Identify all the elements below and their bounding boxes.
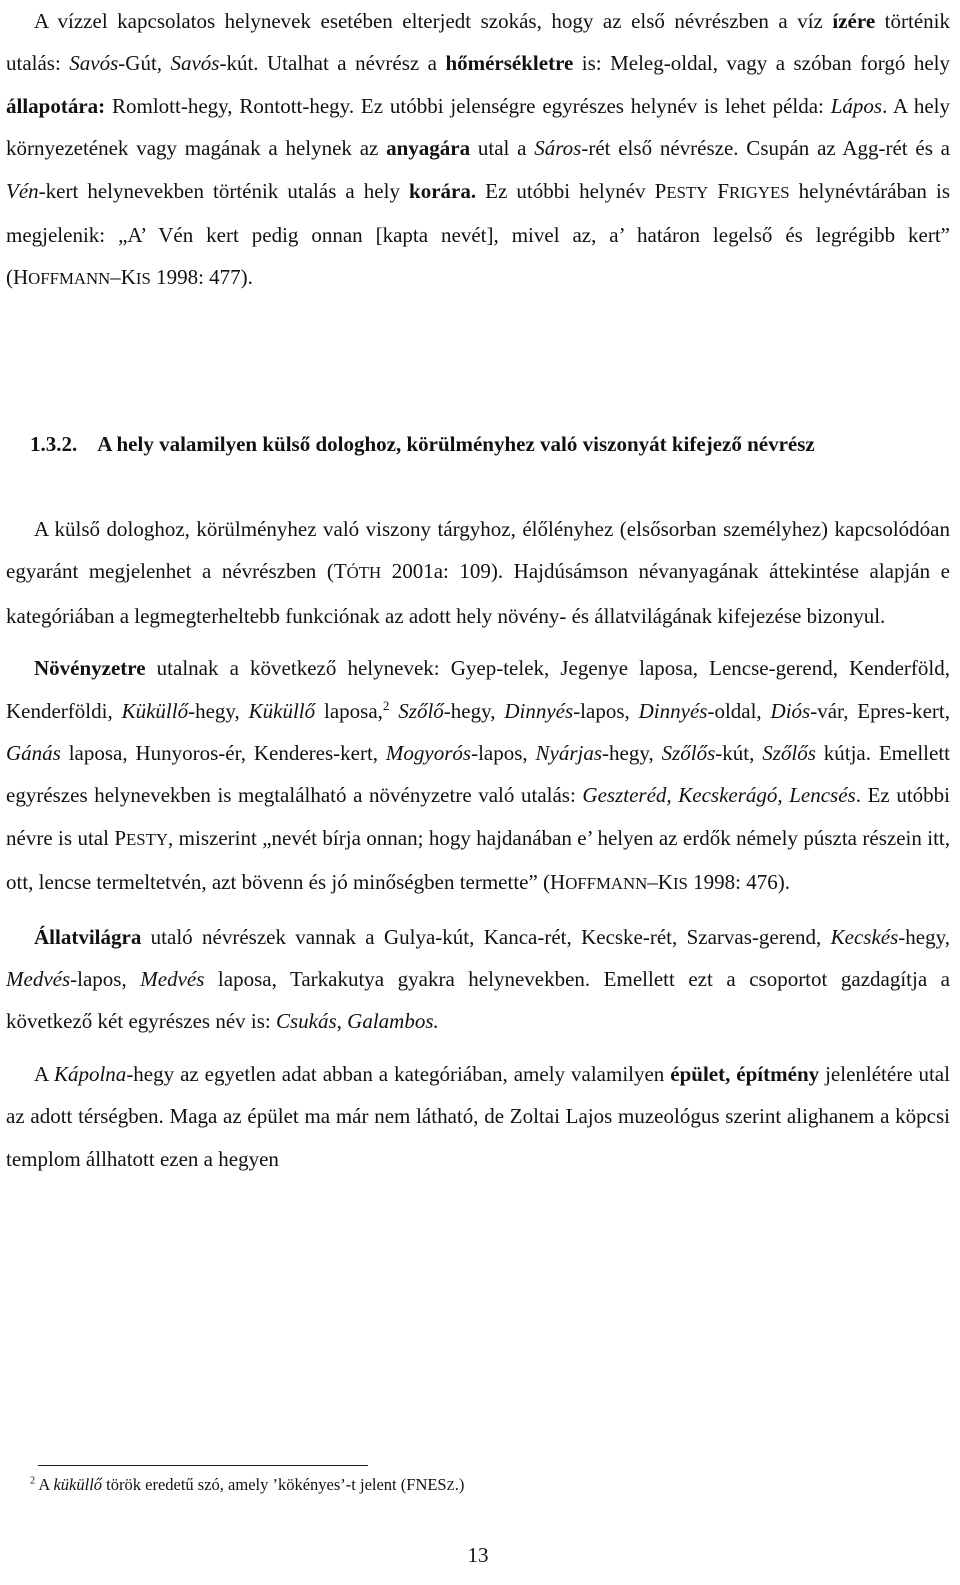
small-caps-text: OFFMANN xyxy=(28,269,111,289)
text-run: A vízzel kapcsolatos helynevek esetében elterjedt szokás, hogy az első névrészben a víz xyxy=(34,9,833,33)
section-heading xyxy=(6,423,950,465)
italic-term: Gánás xyxy=(6,741,61,766)
small-caps-text: Z xyxy=(446,1478,455,1493)
italic-term: Vén xyxy=(6,178,39,203)
text-run: utalnak a következő helynevek: Gyep-telek, Jegenye laposa, Lencse-gerend, Kenderföld, Kenderföldi, xyxy=(6,656,950,723)
text-run: kútja. Emellett egyrészes helynevekben is megtalálható a növényzetre való utalás: xyxy=(6,741,950,808)
footnote-separator xyxy=(38,1465,368,1466)
text-run: történik utalás: xyxy=(6,9,950,76)
text-run: 2001a: 109). Hajdúsámson névanyagának áttekintése alapján e kategóriában a legmegterheltebb funkciónak az adott hely növény- és állatvilágának kifejezése bizonyul. xyxy=(6,559,950,628)
text-run: török eredetű szó, amely ’kökényes’-t jelent (FNES xyxy=(102,1475,447,1494)
text-run: .) xyxy=(454,1475,465,1494)
text-run: A xyxy=(35,1475,54,1494)
italic-term: Nyárjas xyxy=(535,741,603,766)
text-run: -hegy, xyxy=(898,924,950,949)
text-run: -kút, xyxy=(715,741,763,766)
text-run: 1998: 476). xyxy=(687,870,790,895)
italic-term: Medvés xyxy=(6,967,71,992)
text-run: -hegy az egyetlen adat abban a kategóriában, amely valamilyen xyxy=(126,1061,671,1086)
italic-term: Szőlős xyxy=(661,741,716,766)
small-caps-text: ÓTH xyxy=(346,563,382,583)
text-run: , miszerint „nevét bírja onnan; hogy hajdanában e’ helyen az erdők némely púszta részein itt, ott, lencse termeltetvén, azt bövenn és jó minőségben termette” (H xyxy=(6,825,951,895)
italic-term: Csukás, Galambos. xyxy=(276,1009,439,1034)
text-run: . Ez utóbbi névre is utal P xyxy=(6,783,951,850)
text-run: -lapos, xyxy=(573,698,639,723)
italic-term: Szőlő xyxy=(398,698,444,723)
bold-term: épület, építmény xyxy=(670,1061,820,1086)
italic-term: Lápos xyxy=(830,93,883,118)
bold-term: anyagára xyxy=(386,136,471,161)
text-run: A xyxy=(34,1061,54,1086)
italic-term: Sáros xyxy=(534,136,582,161)
paragraph-fauna xyxy=(6,916,950,1043)
small-caps-text: ESTY xyxy=(666,182,709,202)
italic-term: Szőlős xyxy=(762,741,816,766)
text-run: laposa, xyxy=(315,698,383,723)
text-run: Ez utóbbi helynév P xyxy=(476,178,667,203)
text-run: laposa, Tarkakutya gyakra helynevekben. Emellett ezt a csoportot gazdagítja a következő két egyrészes név is: xyxy=(6,967,951,1034)
italic-term: Savós xyxy=(170,51,220,76)
text-run: F xyxy=(708,178,729,203)
footnote xyxy=(30,1474,950,1497)
text-run xyxy=(389,699,398,723)
bold-term: hőmérsékletre xyxy=(445,51,574,76)
text-run: 1998: 477). xyxy=(150,265,253,290)
italic-term: Kecskés xyxy=(830,924,899,949)
text-run: -Gút, xyxy=(118,51,171,76)
text-run: –K xyxy=(647,870,673,895)
bold-term: állapotára: xyxy=(6,93,106,118)
italic-term: küküllő xyxy=(53,1475,103,1494)
text-run: Romlott-hegy, Rontott-hegy. Ez utóbbi jelenségre egyrészes helynév is lehet példa: xyxy=(105,93,831,118)
italic-term: Geszteréd, Kecskerágó, Lencsés xyxy=(582,783,856,808)
bold-term: korára. xyxy=(409,178,477,203)
text-run: -lapos, xyxy=(70,967,141,992)
footnote-number: 2 xyxy=(30,1475,36,1487)
text-run: -hegy, xyxy=(188,698,249,723)
italic-term: Dinnyés xyxy=(504,698,574,723)
text-run: –K xyxy=(110,265,136,290)
footnote-reference: 2 xyxy=(382,697,390,713)
text-run: -kert helynevekben történik utalás a hely xyxy=(38,178,410,203)
italic-term: Küküllő xyxy=(121,698,189,723)
bold-term: ízére xyxy=(832,9,876,33)
italic-term: Savós xyxy=(69,51,119,76)
italic-term: Mogyorós xyxy=(385,741,472,766)
text-run: . A hely környezetének vagy magának a helynek az xyxy=(6,93,950,161)
small-caps-text: IS xyxy=(672,874,688,894)
text-run: utaló névrészek vannak a Gulya-kút, Kanca-rét, Kecske-rét, Szarvas-gerend, xyxy=(141,924,831,949)
paragraph-vegetation xyxy=(6,647,950,905)
small-caps-text: RIGYES xyxy=(729,182,790,202)
text-run: -vár, Epres-kert, xyxy=(810,698,951,723)
bold-term: Állatvilágra xyxy=(34,924,142,949)
text-run: -hegy, xyxy=(602,741,662,766)
page-number: 13 xyxy=(467,1543,489,1567)
italic-term: Küküllő xyxy=(248,698,316,723)
text-run: helynévtárában is megjelenik: „A’ Vén kert pedig onnan [kapta nevét], mivel az, a’ határon legelső és legrégibb kert” (H xyxy=(6,178,950,290)
text-run: -rét első névrésze. Csupán az Agg-rét és a xyxy=(581,136,950,161)
text-run: -kút. Utalhat a névrész a xyxy=(219,51,446,76)
italic-term: Medvés xyxy=(140,967,205,992)
text-run: utal a xyxy=(470,136,535,161)
text-run: -hegy, xyxy=(443,698,505,723)
section-body xyxy=(6,508,950,1180)
section-number: 1.3.2. xyxy=(30,432,78,456)
paragraph-building xyxy=(6,1053,950,1180)
bold-term: Növényzetre xyxy=(34,656,146,681)
small-caps-text: ESTY xyxy=(126,829,168,849)
text-run: -oldal, xyxy=(707,698,771,723)
italic-term: Dinnyés xyxy=(638,698,708,723)
text-run: -lapos, xyxy=(471,741,536,766)
small-caps-text: IS xyxy=(135,269,151,289)
paragraph-external-relation xyxy=(6,508,950,637)
text-run: A külső dologhoz, körülményhez való viszony tárgyhoz, élőlényhez (elsősorban személyhez) kapcsolódóan egyaránt megjelenhet a névrészben (T xyxy=(6,517,950,584)
small-caps-text: OFFMANN xyxy=(565,874,648,894)
text-run: is: Meleg-oldal, vagy a szóban forgó hely xyxy=(573,51,950,76)
italic-term: Diós xyxy=(770,698,811,723)
italic-term: Kápolna xyxy=(53,1061,127,1086)
text-run: jelenlétére utal az adott térségben. Maga az épület ma már nem látható, de Zoltai Lajos muzeológus szerint alighanem a köpcsi templom állhatott ezen a hegyen xyxy=(6,1061,950,1171)
section-title: A hely valamilyen külső dologhoz, körülményhez való viszonyát kifejező névrész xyxy=(97,432,815,456)
paragraph-water-names xyxy=(6,0,950,301)
text-run: laposa, Hunyoros-ér, Kenderes-kert, xyxy=(60,741,386,766)
